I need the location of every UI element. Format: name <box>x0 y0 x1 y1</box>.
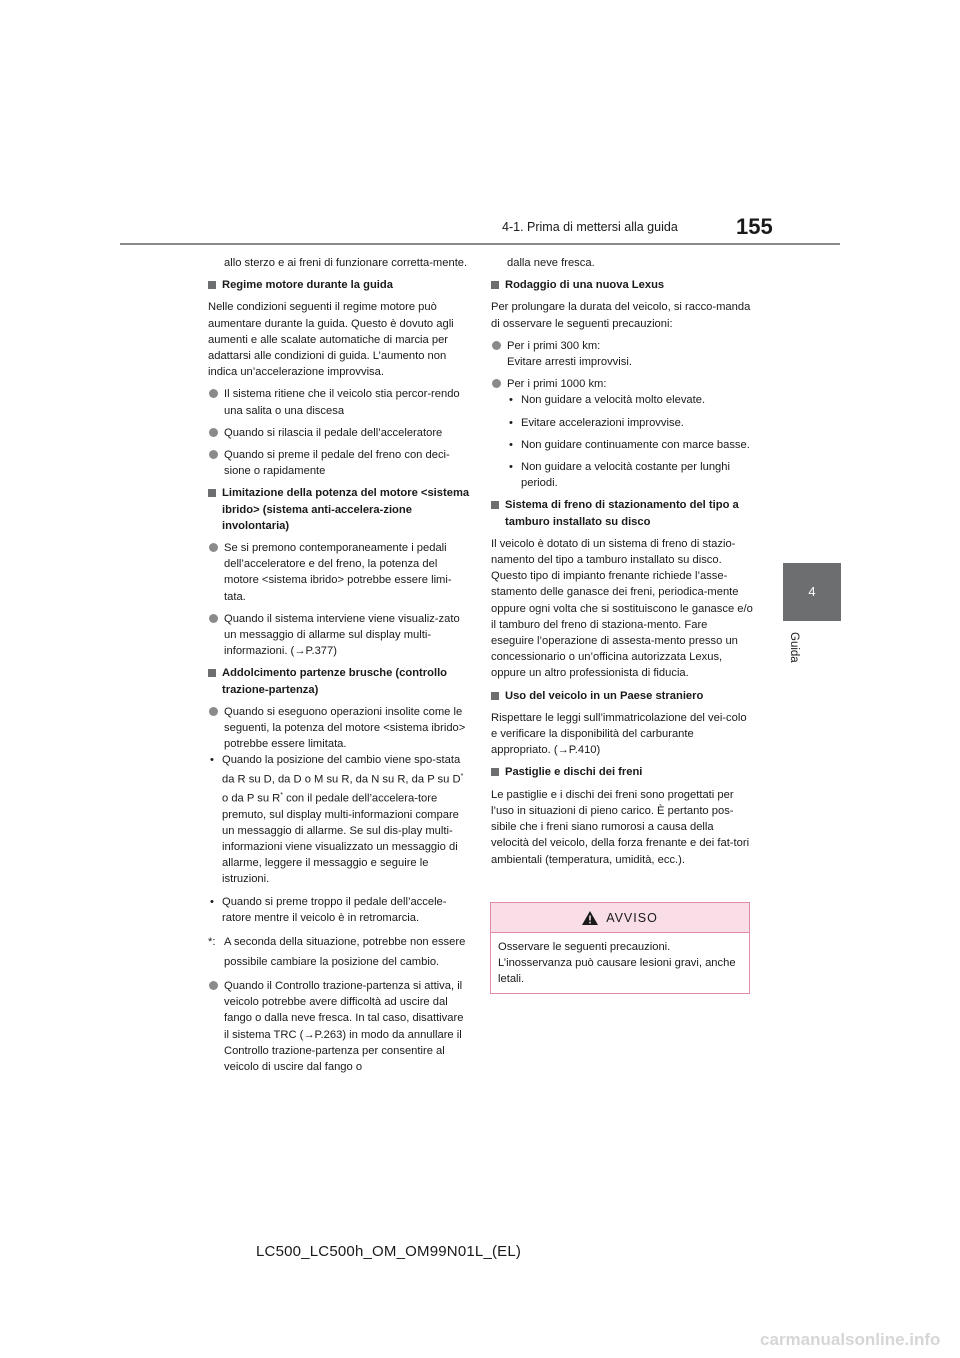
breakin-bullet-1 <box>491 338 753 370</box>
breakin-item: • Non guidare a velocità costante per lunghi periodi. <box>507 459 753 491</box>
watermark: carmanualsonline.info <box>760 1330 941 1349</box>
section-title: 4-1. Prima di mettersi alla guida <box>502 220 678 234</box>
warning-triangle-icon <box>582 911 598 925</box>
smooth-sub-item-2: • Quando si preme troppo il pedale dell’accele-ratore mentre il veicolo è in retromarcia. <box>208 894 470 926</box>
header-rule <box>120 243 840 245</box>
left-intro: allo sterzo e ai freni di funzionare corretta-mente. <box>224 257 468 269</box>
asterisk: * <box>460 772 464 780</box>
chapter-label: Guida <box>788 632 800 663</box>
smooth-bullet-1: Quando si eseguono operazioni insolite come le seguenti, la potenza del motore <sistema ibrido> potrebbe essere limitata. <box>208 704 470 753</box>
breakin-bullet-2 <box>491 376 753 491</box>
smooth-heading: Addolcimento partenze brusche (controllo trazione-partenza) <box>208 665 470 697</box>
breakin-item: • Non guidare continuamente con marce basse. <box>507 437 753 453</box>
footnote <box>208 932 470 972</box>
warning-box <box>490 902 750 994</box>
abroad-heading: Uso del veicolo in un Paese straniero <box>491 688 753 704</box>
smooth-bullet-2: Quando il Controllo trazione-partenza si attiva, il veicolo potrebbe avere difficoltà ad uscire dal fango o dalla neve fresca. In tal caso, disattivare il sistema TRC (→P.263) in modo da annullare il Controllo trazione-partenza per consentire al veicolo di uscire dal fango o <box>208 978 470 1075</box>
warning-line-1: Osservare le seguenti precauzioni. <box>498 941 671 953</box>
pads-text: Le pastiglie e i dischi dei freni sono progettati per l’uso in situazioni di pieno carico. È pertanto pos-sibile che i freni siano rumorosi a causa della velocità del veicolo, della forza frenante e dei fat-tori ambientali (temperatura, umidità, ecc.). <box>491 788 750 866</box>
warning-title: AVVISO <box>606 910 658 925</box>
limit-bullet-1: Se si premono contemporaneamente i pedali dell’acceleratore e del freno, la potenza del motore <sistema ibrido> potrebbe essere limi-tata. <box>208 540 470 605</box>
pads-heading: Pastiglie e dischi dei freni <box>491 764 753 780</box>
engine-heading: Regime motore durante la guida <box>208 277 470 293</box>
engine-bullet-3: Quando si preme il pedale del freno con deci-sione o rapidamente <box>208 447 470 479</box>
manual-code: LC500_LC500h_OM_OM99N01L_(EL) <box>256 1243 522 1260</box>
warning-body <box>491 933 749 993</box>
footnote-text: A seconda della situazione, potrebbe non essere possibile cambiare la posizione del cambio. <box>224 935 466 968</box>
breakin-item: • Evitare accelerazioni improvvise. <box>507 415 753 431</box>
breakin-heading: Rodaggio di una nuova Lexus <box>491 277 753 293</box>
limit-bullet-2: Quando il sistema interviene viene visualiz-zato un messaggio di allarme sul display multi-informazioni. (→P.377) <box>208 611 470 660</box>
breakin-bullet-1-title: Per i primi 300 km: <box>507 339 601 352</box>
right-column <box>491 255 753 874</box>
smooth-sublist <box>208 752 470 926</box>
footnote-mark: *: <box>208 935 216 948</box>
engine-bullet-1: Il sistema ritiene che il veicolo stia percor-rendo una salita o una discesa <box>208 386 470 418</box>
warning-header <box>491 903 749 933</box>
smooth-sub-1c: con il pedale dell’accelera-tore premuto, sul display multi-informazioni compare un messaggio di allarme. Se sul dis-play multi-informazioni viene visualizzato un messaggio di allarme, leggere il messaggio e seguire le istruzioni. <box>222 792 459 886</box>
drum-text: Il veicolo è dotato di un sistema di freno di stazio-namento del tipo a tamburo installato su disco. Questo tipo di impianto frenante richiede l’asse-stamento delle ganasce dei freni, periodica-mente oppure ogni volta che si sostituiscono le ganasce e/o il tamburo del freno di staziona-mento. Fare eseguire l’operazione di assesta-mento presso un concessionario o un’officina autorizzata Lexus, oppure un altro professionista di fiducia. <box>491 537 753 680</box>
asterisk: * <box>280 791 283 799</box>
drum-heading: Sistema di freno di stazionamento del tipo a tamburo installato su disco <box>491 497 753 529</box>
right-intro: dalla neve fresca. <box>507 257 595 269</box>
smooth-sub-1b: o da P su R <box>222 792 281 805</box>
page-number: 155 <box>736 214 773 239</box>
engine-text: Nelle condizioni seguenti il regime motore può aumentare durante la guida. Questo è dovuto agli aumenti e alle scalate automatiche di marcia per adattarsi alle condizioni di guida. L’aumento non indica un’accelerazione improvvisa. <box>208 301 454 379</box>
warning-line-2: L’inosservanza può causare lesioni gravi, anche letali. <box>498 957 736 985</box>
chapter-tab: 4 <box>783 563 841 621</box>
smooth-sub-item-1 <box>208 752 470 887</box>
smooth-sub-1a: Quando la posizione del cambio viene spo-stata da R su D, da D o M su R, da N su R, da P su D <box>222 754 461 786</box>
left-column <box>208 255 470 1081</box>
breakin-item: • Non guidare a velocità molto elevate. <box>507 392 753 408</box>
limit-heading: Limitazione della potenza del motore <sistema ibrido> (sistema anti-accelera-zione involontaria) <box>208 485 470 534</box>
breakin-bullet-1-text: Evitare arresti improvvisi. <box>507 356 632 369</box>
breakin-text: Per prolungare la durata del veicolo, si racco-manda di osservare le seguenti precauzioni: <box>491 301 751 330</box>
engine-bullet-2: Quando si rilascia il pedale dell’acceleratore <box>208 425 470 441</box>
breakin-bullet-2-title: Per i primi 1000 km: <box>507 378 607 391</box>
abroad-text: Rispettare le leggi sull’immatricolazione del vei-colo e verificare la disponibilità del carburante appropriato. (→P.410) <box>491 711 747 757</box>
